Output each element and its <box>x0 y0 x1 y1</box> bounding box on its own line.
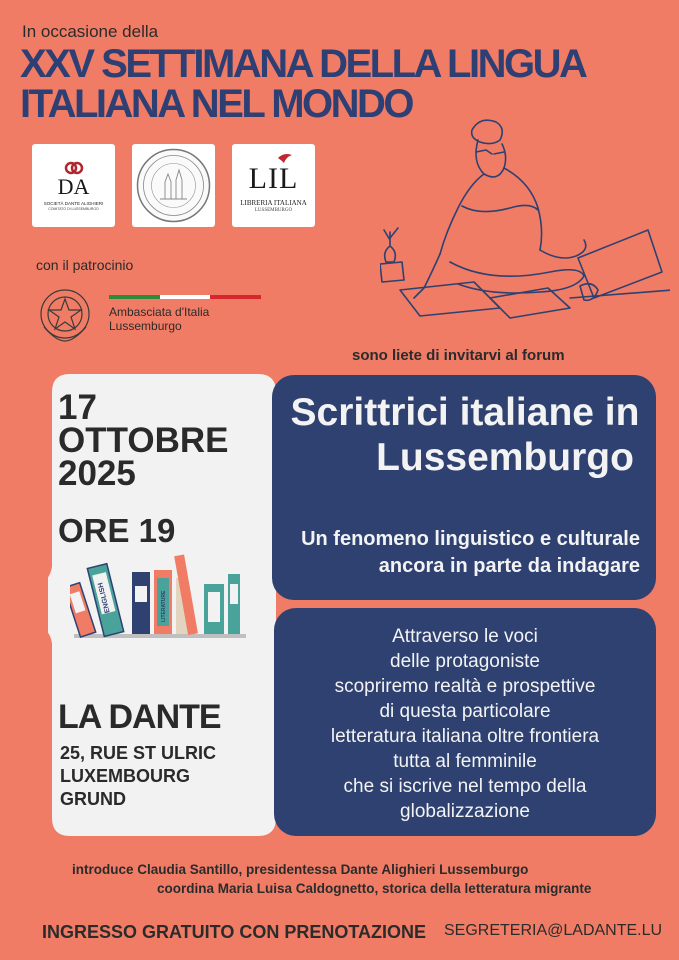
dante-alighieri-logo <box>32 144 115 227</box>
description-line: letteratura italiana oltre frontiera <box>330 726 600 747</box>
dante-logo-subcaption: COMITATO DI LUSSEMBURGO <box>48 207 99 211</box>
forum-title-line2: Lussemburgo <box>376 436 634 479</box>
embassy-line1: Ambasciata d'Italia <box>109 305 210 319</box>
description-line: Attraverso le voci <box>392 626 538 647</box>
forum-title-line1: Scrittrici italiane in <box>290 391 640 434</box>
flag-green <box>109 295 160 299</box>
address-line1: 25, RUE ST ULRIC <box>60 743 217 763</box>
university-seal-logo <box>132 144 215 227</box>
venue-name: LA DANTE <box>58 698 221 736</box>
patronage-label: con il patrocinio <box>36 257 134 273</box>
event-time: ORE 19 <box>58 512 176 549</box>
event-title-line1: XXV SETTIMANA DELLA LINGUA <box>20 42 586 86</box>
date-day: 17 <box>58 388 97 427</box>
description-line: di questa particolare <box>379 701 551 722</box>
address-line3: GRUND <box>60 789 126 809</box>
italian-emblem-icon <box>36 283 94 345</box>
literature-book-label: LITERATURE <box>161 590 167 622</box>
description-line: scopriremo realtà e prospettive <box>334 676 596 697</box>
forum-subtitle-line2: ancora in parte da indagare <box>378 555 640 577</box>
dante-logo-mark: DA <box>57 174 90 199</box>
flag-red <box>210 295 261 299</box>
forum-title <box>276 390 654 480</box>
dante-logo-caption: SOCIETÀ DANTE ALIGHIERI <box>43 201 104 206</box>
libreria-italiana-logo <box>232 144 315 227</box>
forum-description <box>280 624 650 824</box>
contact-email[interactable]: SEGRETERIA@LADANTE.LU <box>444 922 663 939</box>
embassy-line2: Lussemburgo <box>109 319 182 333</box>
description-line: globalizzazione <box>400 801 530 822</box>
seal-icon <box>132 144 215 227</box>
event-title-line2: ITALIANA NEL MONDO <box>20 82 413 126</box>
introducer-credit: introduce Claudia Santillo, presidentessa Dante Alighieri Lussemburgo <box>72 862 529 877</box>
venue-address <box>60 742 216 811</box>
lil-logo-subcaption: LUSSEMBURGO <box>254 208 293 213</box>
forum-subtitle <box>276 526 640 580</box>
italian-flag-stripe <box>109 295 261 299</box>
free-entry-notice: INGRESSO GRATUITO CON PRENOTAZIONE <box>42 922 427 942</box>
description-line: che si iscrive nel tempo della <box>343 776 587 797</box>
flag-white <box>160 295 211 299</box>
event-date <box>58 388 229 493</box>
embassy-name <box>109 305 209 333</box>
description-line: tutta al femminile <box>393 751 537 772</box>
english-book-label: ENGLISH <box>97 581 112 614</box>
forum-subtitle-line1: Un fenomeno linguistico e culturale <box>301 528 640 550</box>
coordinator-credit: coordina Maria Luisa Caldognetto, storica della letteratura migrante <box>157 881 592 896</box>
invitation-text: sono liete di invitarvi al forum <box>352 347 565 364</box>
literature-book <box>154 570 172 634</box>
date-month: OTTOBRE <box>58 421 229 460</box>
woman-reading-illustration <box>380 112 670 337</box>
lil-logo-caption: LIBRERIA ITALIANA <box>240 199 307 207</box>
intro-text: In occasione della <box>22 22 159 41</box>
date-year: 2025 <box>58 454 136 493</box>
lil-logo-mark: LIL <box>248 162 299 195</box>
description-line: delle protagoniste <box>390 651 540 672</box>
address-line2: LUXEMBOURG <box>60 766 190 786</box>
books-illustration <box>70 550 250 640</box>
